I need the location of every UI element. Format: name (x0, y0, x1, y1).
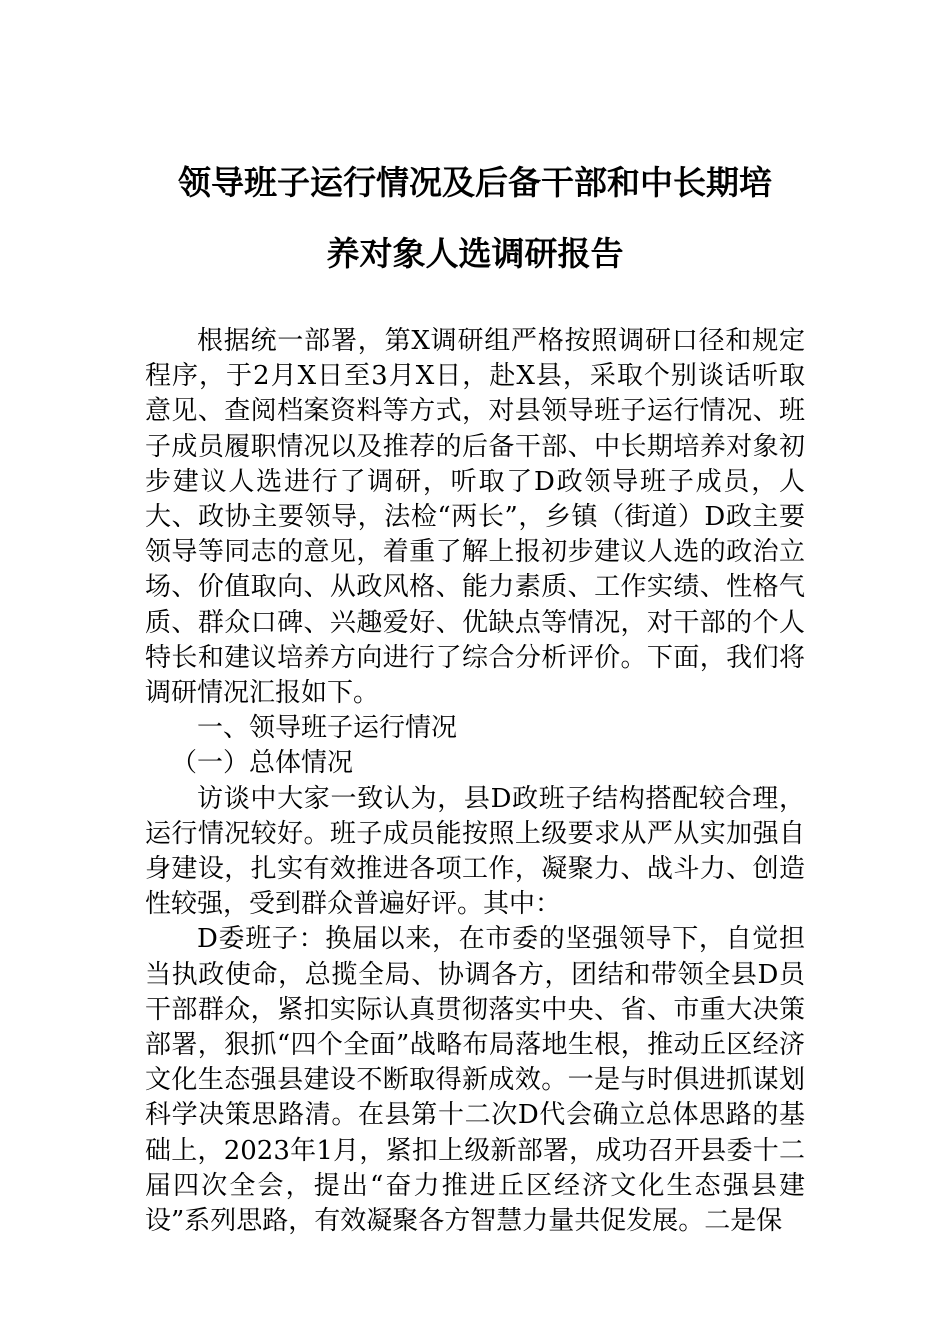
committee-paragraph: D委班子：换届以来，在市委的坚强领导下，自觉担当执政使命，总揽全局、协调各方，团结和带领全县D员干部群众，紧扣实际认真贯彻落实中央、省、市重大决策部署，狠抓“四个全面”战略布局落地生根，推动丘区经济文化生态强县建设不断取得新成效。一是与时俱进抓谋划科学决策思路清。在县第十二次D代会确立总体思路的基础上，2023年1月，紧扣上级新部署，成功召开县委十二届四次全会，提出“奋力推进丘区经济文化生态强县建设”系列思路，有效凝聚各方智慧力量共促发展。二是保 (145, 924, 805, 1237)
section-heading-1: 一、领导班子运行情况 (197, 713, 458, 744)
document-title-line2: 养对象人选调研报告 (326, 234, 624, 273)
intro-paragraph: 根据统一部署，第X调研组严格按照调研口径和规定程序，于2月X日至3月X日，赴X县，采取个别谈话听取意见、查阅档案资料等方式，对县领导班子运行情况、班子成员履职情况以及推荐的后备干部、中长期培养对象初步建议人选进行了调研，听取了D政领导班子成员，人大、政协主要领导，法检“两长”，乡镇（街道）D政主要领导等同志的意见，着重了解上报初步建议人选的政治立场、价值取向、从政风格、能力素质、工作实绩、性格气质、群众口碑、兴趣爱好、优缺点等情况，对干部的个人特长和建议培养方向进行了综合分析评价。下面，我们将调研情况汇报如下。 (145, 326, 805, 709)
overall-paragraph: 访谈中大家一致认为，县D政班子结构搭配较合理，运行情况较好。班子成员能按照上级要求从严从实加强自身建设，扎实有效推进各项工作，凝聚力、战斗力、创造性较强，受到群众普遍好评。其中： (145, 783, 805, 920)
document-body (145, 324, 805, 1239)
document-title-line1: 领导班子运行情况及后备干部和中长期培 (178, 163, 772, 202)
subsection-heading-1: （一）总体情况 (171, 748, 354, 779)
